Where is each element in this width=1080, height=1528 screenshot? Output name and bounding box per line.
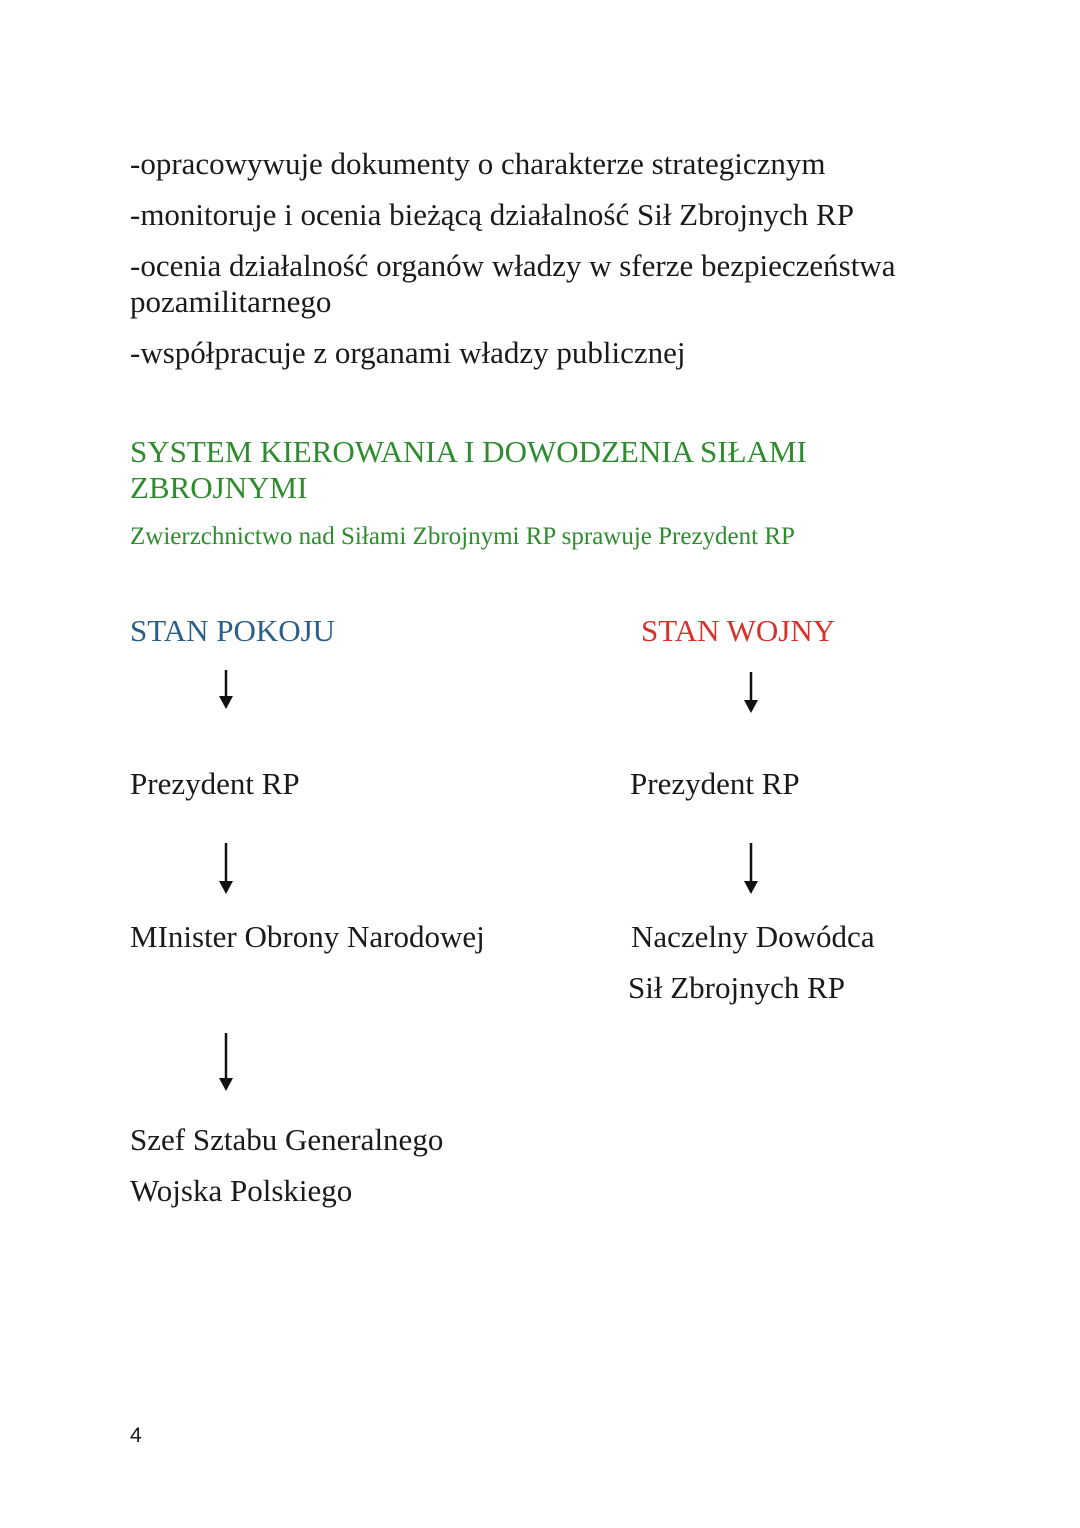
war-heading: STAN WOJNY [641, 613, 836, 648]
war-node-commander: Naczelny Dowódca [631, 919, 875, 954]
war-node-commander-cont: Sił Zbrojnych RP [628, 970, 846, 1005]
arrow-down-icon [741, 843, 761, 895]
duty-item: -ocenia działalność organów władzy w sferze bezpieczeństwa pozamilitarnego [130, 248, 896, 319]
section-title: SYSTEM KIEROWANIA I DOWODZENIA SIŁAMI ZBROJNYMI [130, 434, 807, 505]
peace-node-chief-of-staff: Szef Sztabu Generalnego [130, 1122, 444, 1157]
arrow-down-icon [216, 1033, 236, 1093]
peace-heading: STAN POKOJU [130, 613, 336, 648]
peace-node-minister: MInister Obrony Narodowej [130, 919, 485, 954]
arrow-down-icon [216, 670, 236, 710]
page-number: 4 [130, 1424, 142, 1447]
peace-node-chief-of-staff-cont: Wojska Polskiego [130, 1173, 353, 1208]
arrow-down-icon [741, 672, 761, 714]
arrow-down-icon [216, 843, 236, 895]
peace-node-president: Prezydent RP [130, 766, 300, 801]
war-node-president: Prezydent RP [630, 766, 800, 801]
duty-item: -opracowywuje dokumenty o charakterze strategicznym [130, 146, 826, 181]
duty-item: -monitoruje i ocenia bieżącą działalność Sił Zbrojnych RP [130, 197, 854, 232]
duty-item: -współpracuje z organami władzy publicznej [130, 335, 686, 370]
section-subtitle: Zwierzchnictwo nad Siłami Zbrojnymi RP sprawuje Prezydent RP [130, 523, 795, 550]
